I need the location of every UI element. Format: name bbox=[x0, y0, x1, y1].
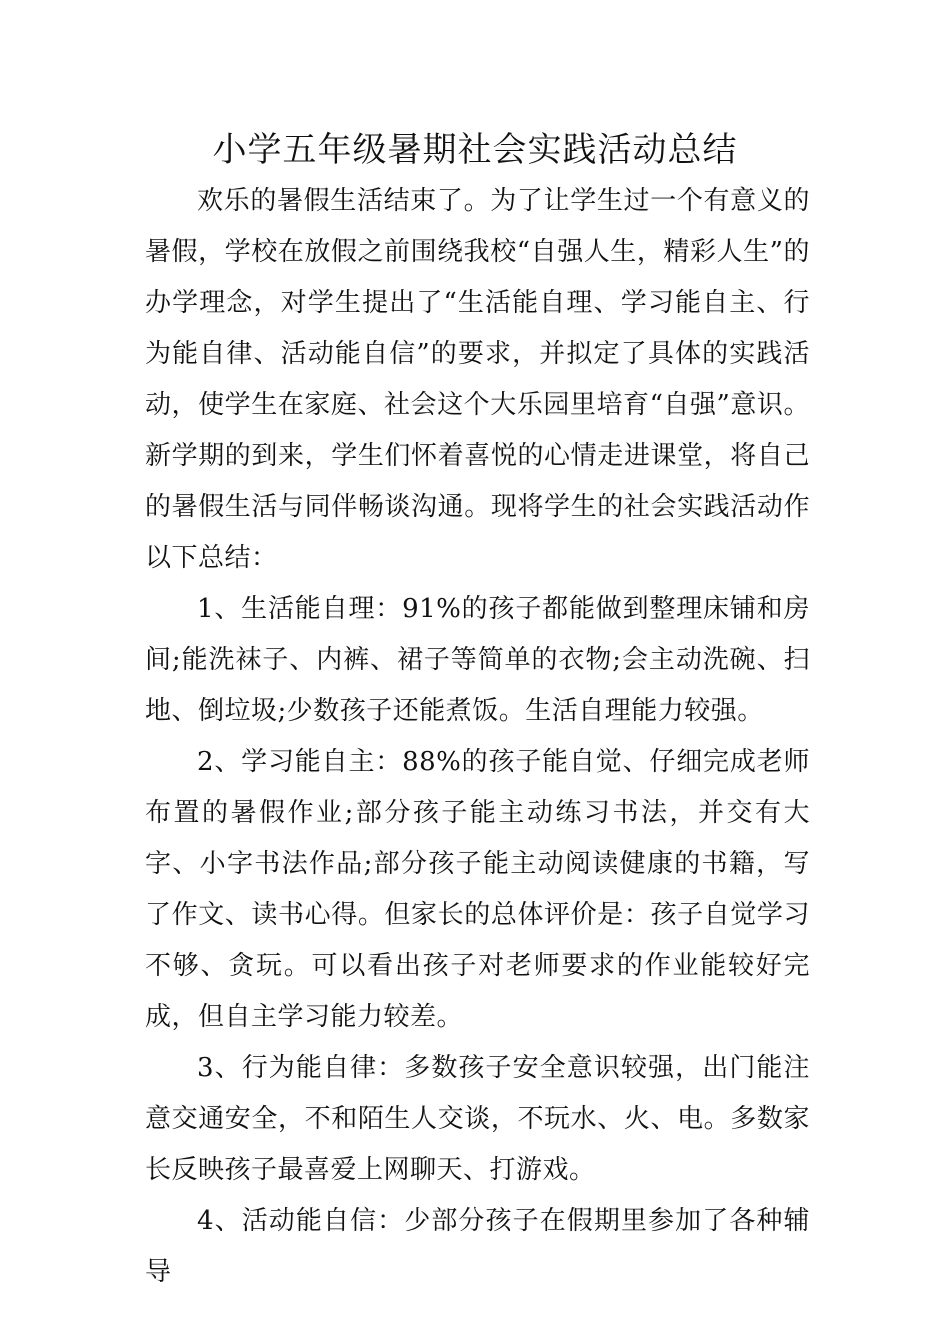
paragraph-self-care: 1、生活能自理：91%的孩子都能做到整理床铺和房间;能洗袜子、内裤、裙子等简单的衣物;会主动洗碗、扫地、倒垃圾;少数孩子还能煮饭。生活自理能力较强。 bbox=[145, 594, 810, 726]
paragraph-self-discipline: 3、行为能自律：多数孩子安全意识较强，出门能注意交通安全，不和陌生人交谈，不玩水、火、电。多数家长反映孩子最喜爱上网聊天、打游戏。 bbox=[145, 1053, 810, 1185]
paragraph-confidence: 4、活动能自信：少部分孩子在假期里参加了各种辅导 bbox=[145, 1206, 810, 1287]
document-title: 小学五年级暑期社会实践活动总结 bbox=[212, 130, 738, 170]
paragraph-self-study: 2、学习能自主：88%的孩子能自觉、仔细完成老师布置的暑假作业;部分孩子能主动练习书法，并交有大字、小字书法作品;部分孩子能主动阅读健康的书籍，写了作文、读书心得。但家长的总体评价是：孩子自觉学习不够、贪玩。可以看出孩子对老师要求的作业能较好完成，但自主学习能力较差。 bbox=[145, 747, 810, 1032]
document-body bbox=[145, 176, 810, 1298]
intro-paragraph: 欢乐的暑假生活结束了。为了让学生过一个有意义的暑假，学校在放假之前围绕我校“自强人生，精彩人生”的办学理念，对学生提出了“生活能自理、学习能自主、行为能自律、活动能自信”的要求，并拟定了具体的实践活动，使学生在家庭、社会这个大乐园里培育“自强”意识。新学期的到来，学生们怀着喜悦的心情走进课堂，将自己的暑假生活与同伴畅谈沟通。现将学生的社会实践活动作以下总结： bbox=[145, 186, 810, 573]
